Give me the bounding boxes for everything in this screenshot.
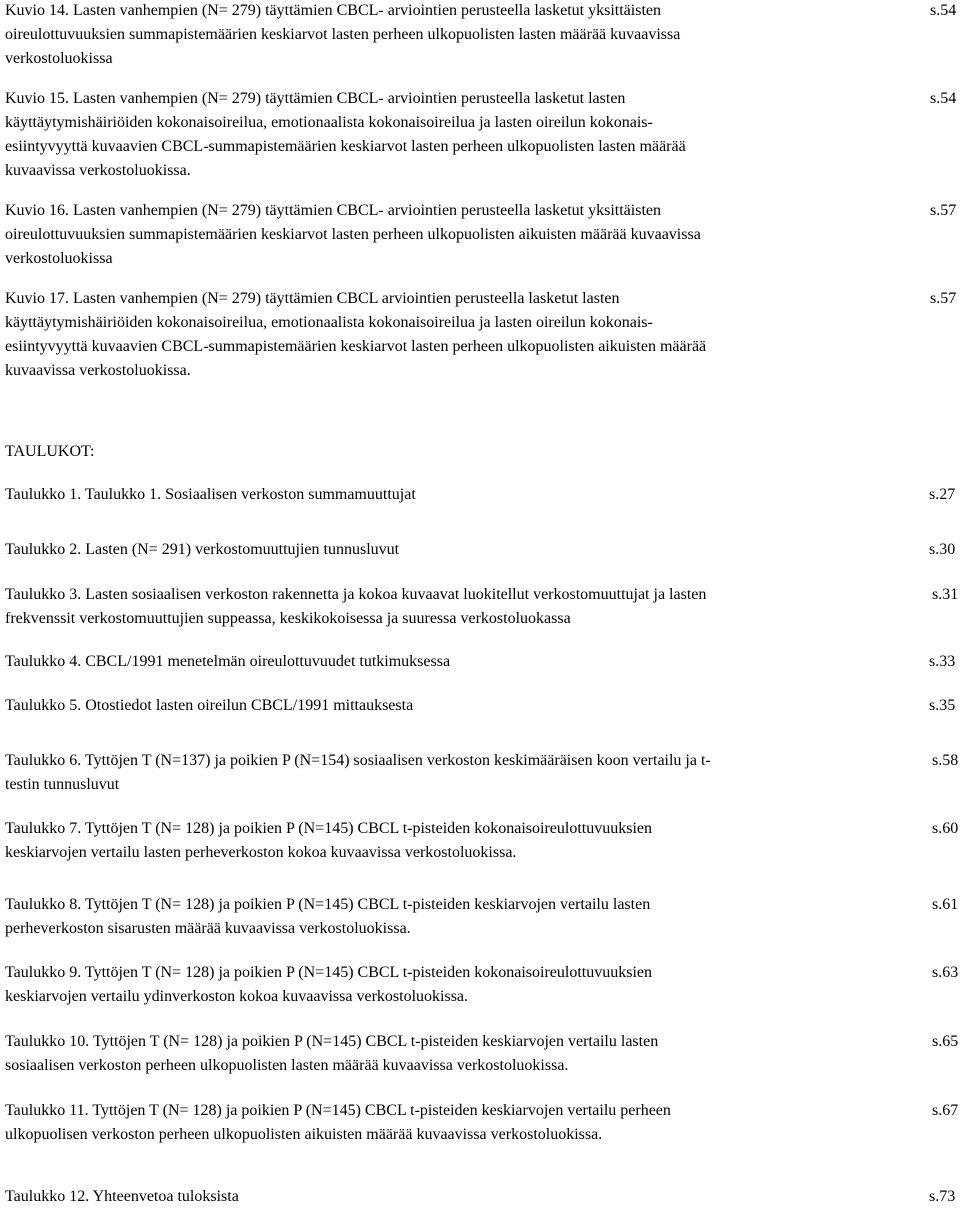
- table-entry-9: [5, 961, 960, 1009]
- table-entry-text: Taulukko 10. Tyttöjen T (N= 128) ja poikien P (N=145) CBCL t-pisteiden keskiarvojen vertailu lasten sosiaalisen verkoston perheen ulkopuolisten lasten määrää kuvaavissa verkostoluokissa.: [5, 1033, 659, 1074]
- figure-entry-14: [5, 0, 960, 71]
- page-number: s.67: [932, 1102, 959, 1119]
- page-number: s.57: [930, 290, 957, 307]
- table-entry-text: Taulukko 11. Tyttöjen T (N= 128) ja poikien P (N=145) CBCL t-pisteiden keskiarvojen vertailu perheen ulkopuolisen verkoston perheen ulkopuolisten aikuisten määrää kuvaavissa verkostoluokissa.: [5, 1102, 671, 1143]
- table-entry-text: Taulukko 3. Lasten sosiaalisen verkoston rakennetta ja kokoa kuvaavat luokitellut verkostomuuttujat ja lasten frekvenssit verkostomuuttujien suppeassa, keskikokoisessa ja suuressa verkostoluokassa: [5, 586, 707, 627]
- table-entry-4: [5, 650, 960, 674]
- table-entry-10: [5, 1030, 960, 1078]
- page-number: s.33: [929, 653, 956, 670]
- page-number: s.30: [929, 541, 956, 558]
- table-entry-text: Taulukko 9. Tyttöjen T (N= 128) ja poikien P (N=145) CBCL t-pisteiden kokonaisoireulottuvuuksien keskiarvojen vertailu ydinverkoston kokoa kuvaavissa verkostoluokissa.: [5, 964, 653, 1005]
- table-entry-text: Taulukko 6. Tyttöjen T (N=137) ja poikien P (N=154) sosiaalisen verkoston keskimääräisen koon vertailu ja t- testin tunnusluvut: [5, 752, 711, 793]
- table-entry-6: [5, 749, 960, 797]
- table-entry-2: [5, 538, 960, 562]
- table-entry-7: [5, 817, 960, 865]
- table-entry-12: [5, 1185, 960, 1209]
- page-number: s.60: [932, 820, 959, 837]
- table-entry-11: [5, 1099, 960, 1147]
- table-entry-text: Taulukko 7. Tyttöjen T (N= 128) ja poikien P (N=145) CBCL t-pisteiden kokonaisoireulottuvuuksien keskiarvojen vertailu lasten perheverkoston kokoa kuvaavissa verkostoluokissa.: [5, 820, 653, 861]
- table-entry-text: Taulukko 4. CBCL/1991 menetelmän oireulottuvuudet tutkimuksessa: [5, 653, 451, 670]
- page-number: s.61: [932, 896, 959, 913]
- page-number: s.54: [930, 90, 957, 107]
- figure-entry-17: [5, 287, 960, 383]
- table-entry-text: Taulukko 1. Taulukko 1. Sosiaalisen verkoston summamuuttujat: [5, 486, 416, 503]
- page-number: s.65: [932, 1033, 959, 1050]
- table-entry-5: [5, 694, 960, 718]
- table-entry-text: Taulukko 8. Tyttöjen T (N= 128) ja poikien P (N=145) CBCL t-pisteiden keskiarvojen vertailu lasten perheverkoston sisarusten määrää kuvaavissa verkostoluokissa.: [5, 896, 651, 937]
- figure-entry-text: Kuvio 17. Lasten vanhempien (N= 279) täyttämien CBCL arviointien perusteella lasketut lasten käyttäytymishäiriöiden kokonaisoireilua, emotionaalista kokonaisoireilua ja lasten oireilun kokonais- esiintyvyyttä kuvaavien CBCL-summapistemäärien keskiarvot lasten perheen ulkopuolisten aikuisten määrää kuvaavissa verkostoluokissa.: [5, 290, 707, 379]
- tables-heading: TAULUKOT:: [5, 443, 95, 460]
- figure-entry-16: [5, 199, 960, 271]
- page-number: s.73: [929, 1188, 956, 1205]
- page-number: s.27: [929, 486, 956, 503]
- table-entry-3: [5, 583, 960, 631]
- page-number: s.58: [932, 752, 959, 769]
- figure-entry-text: Kuvio 16. Lasten vanhempien (N= 279) täyttämien CBCL- arviointien perusteella lasketut yksittäisten oireulottuvuuksien summapistemäärien keskiarvot lasten perheen ulkopuolisten aikuisten määrää kuvaavissa verkostoluokissa: [5, 202, 701, 267]
- figure-entry-15: [5, 87, 960, 183]
- figure-entry-text: Kuvio 15. Lasten vanhempien (N= 279) täyttämien CBCL- arviointien perusteella lasketut lasten käyttäytymishäiriöiden kokonaisoireilua, emotionaalista kokonaisoireilua ja lasten oireilun kokonais- esiintyvyyttä kuvaavien CBCL-summapistemäärien keskiarvot lasten perheen ulkopuolisten lasten määrää kuvaavissa verkostoluokissa.: [5, 90, 686, 179]
- page-number: s.63: [932, 964, 959, 981]
- page-number: s.35: [929, 697, 956, 714]
- table-entry-text: Taulukko 5. Otostiedot lasten oireilun CBCL/1991 mittauksesta: [5, 697, 414, 714]
- table-entry-8: [5, 893, 960, 941]
- table-entry-1: [5, 483, 960, 507]
- page-number: s.54: [930, 2, 957, 19]
- page-number: s.57: [930, 202, 957, 219]
- table-entry-text: Taulukko 2. Lasten (N= 291) verkostomuuttujien tunnusluvut: [5, 541, 400, 558]
- table-entry-text: Taulukko 12. Yhteenvetoa tuloksista: [5, 1188, 239, 1205]
- page-number: s.31: [932, 586, 959, 603]
- figure-entry-text: Kuvio 14. Lasten vanhempien (N= 279) täyttämien CBCL- arviointien perusteella lasketut yksittäisten oireulottuvuuksien summapistemäärien keskiarvot lasten perheen ulkopuolisten lasten määrää kuvaavissa verkostoluokissa: [5, 2, 681, 67]
